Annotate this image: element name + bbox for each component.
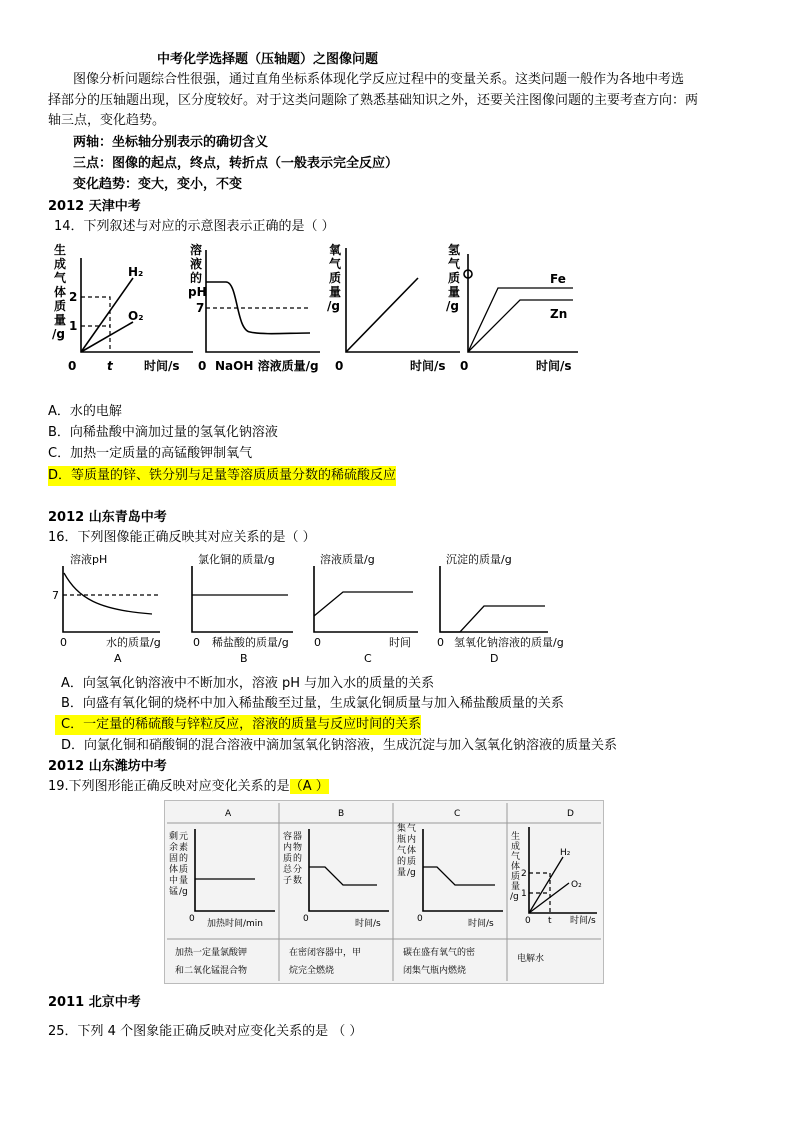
wf-c-xlabel: 时间/s <box>468 919 494 929</box>
qingdao-chart-a <box>52 552 161 665</box>
wf-c-yl-1: 气 <box>407 824 417 834</box>
wf-d-yl-1: 成 <box>511 842 521 852</box>
wf-d-origin: 0 <box>525 916 531 926</box>
chart-4-ylabel-1: 气 <box>448 257 461 271</box>
wf-d-yl-3: 体 <box>511 862 521 872</box>
chart-2-origin: 0 <box>198 359 207 373</box>
qingdao-chart-d <box>437 552 564 665</box>
chart-1-ylabel-0: 生 <box>54 243 67 257</box>
chart-2-xlabel: NaOH 溶液质量/g <box>215 359 319 373</box>
wf-b-axes <box>309 829 389 911</box>
wf-c-axes <box>423 829 503 911</box>
question-14: 14．下列叙述与对应的示意图表示正确的是（ ） <box>54 219 335 234</box>
question-16: 16．下列图像能正确反映其对应关系的是（ ） <box>48 530 316 545</box>
qd-chart-c-axes <box>314 566 418 632</box>
wf-b-yl-4: 质 <box>283 854 293 864</box>
qd-chart-d-xlabel: 氢氧化钠溶液的质量/g <box>454 636 564 649</box>
tianjin-chart-2 <box>188 242 320 373</box>
wf-b-yl-5: 的 <box>293 854 303 864</box>
wf-d-xlabel: 时间/s <box>570 916 596 926</box>
qd-chart-d-line <box>440 606 545 632</box>
wf-c-yl-0: 集 <box>397 824 407 834</box>
tianjin-figure <box>48 240 794 380</box>
q16-option-b: B．向盛有氧化铜的烧杯中加入稀盐酸至过量，生成氯化铜质量与加入稀盐酸质量的关系 <box>61 696 564 711</box>
chart-3-ylabel-1: 气 <box>329 257 342 271</box>
chart-3-origin: 0 <box>335 359 344 373</box>
tianjin-chart-1 <box>52 242 193 373</box>
qd-chart-a-xlabel: 水的质量/g <box>106 636 161 649</box>
chart-1-ylabel-6: /g <box>52 327 65 341</box>
intro-line-1: 图像分析问题综合性很强，通过直角坐标系体现化学反应过程中的变量关系。这类问题一般作为各地中考选 <box>73 72 685 87</box>
wf-b-yl-1: 器 <box>293 832 303 842</box>
section-heading-tianjin: 2012 天津中考 <box>48 199 141 214</box>
wf-c-yl-8: 量 <box>397 868 407 878</box>
qingdao-figure <box>48 548 608 670</box>
wf-c-yl-2: 瓶 <box>397 835 407 845</box>
question-19 <box>48 777 329 797</box>
chart-1-xtick-t: t <box>107 359 113 373</box>
chart-1-ytick-1: 1 <box>69 319 78 333</box>
qd-chart-d-letter: D <box>490 652 499 665</box>
chart-1-ylabel-4: 质 <box>54 299 67 313</box>
wf-c-yl-3: 内 <box>407 835 417 845</box>
chart-1-xlabel: 时间/s <box>144 359 180 373</box>
chart-2-ylabel-3: pH <box>188 285 207 299</box>
tianjin-chart-3 <box>327 242 460 373</box>
chart-4-ylabel-2: 质 <box>448 271 461 285</box>
wf-letter-d: D <box>567 809 574 819</box>
q14-option-c: C．加热一定质量的高锰酸钾制氧气 <box>48 446 253 461</box>
wf-a-yl-11: /g <box>179 887 188 897</box>
section-heading-weifang: 2012 山东潍坊中考 <box>48 759 167 774</box>
wf-b-yl-2: 内 <box>283 843 293 853</box>
wf-d-series-o2: O₂ <box>571 880 582 890</box>
qd-chart-d-origin: 0 <box>437 636 444 649</box>
qingdao-chart-c <box>314 552 418 665</box>
wf-d-yl-2: 气 <box>511 852 521 862</box>
wf-a-yl-8: 中 <box>169 876 179 886</box>
wf-letter-b: B <box>338 809 345 819</box>
wf-caption-c-1: 碳在盛有氧气的密 <box>403 948 476 958</box>
wf-b-yl-9: 数 <box>293 876 303 886</box>
wf-b-yl-7: 分 <box>293 865 303 875</box>
wf-d-axes <box>529 827 597 913</box>
wf-chart-a <box>169 829 275 929</box>
wf-b-line <box>309 867 377 885</box>
chart-4-ylabel-0: 氢 <box>448 243 461 257</box>
qd-chart-c-xlabel: 时间 <box>389 636 411 649</box>
chart-2-ylabel-0: 溶 <box>190 243 203 257</box>
q14-option-b: B．向稀盐酸中滴加过量的氢氧化钠溶液 <box>48 425 278 440</box>
wf-b-xlabel: 时间/s <box>355 919 381 929</box>
wf-caption-b-1: 在密闭容器中，甲 <box>289 948 362 958</box>
chart-3-ylabel-2: 质 <box>329 271 342 285</box>
chart-1-ytick-2: 2 <box>69 290 78 304</box>
wf-b-yl-6: 总 <box>283 865 293 875</box>
wf-a-yl-3: 素 <box>179 843 189 853</box>
q14-option-d-highlighted: D．等质量的锌、铁分别与足量等溶质质量分数的稀硫酸反应 <box>48 466 396 486</box>
chart-3-ylabel-0: 氧 <box>329 243 342 257</box>
chart-4-ylabel-3: 量 <box>448 285 461 299</box>
wf-a-axes <box>195 829 275 911</box>
qd-chart-c-letter: C <box>364 652 372 665</box>
chart-4-series-fe: Fe <box>550 272 566 286</box>
key-point-trend: 变化趋势：变大，变小，不变 <box>73 177 243 192</box>
qingdao-chart-b <box>192 552 293 665</box>
tianjin-chart-4 <box>446 242 578 373</box>
wf-a-yl-10: 锰 <box>169 887 179 897</box>
wf-a-yl-9: 量 <box>179 876 189 886</box>
qd-chart-b-axes <box>192 566 293 632</box>
chart-4-series-zn: Zn <box>550 307 568 321</box>
qd-chart-a-letter: A <box>114 652 122 665</box>
chart-3-xlabel: 时间/s <box>410 359 446 373</box>
chart-2-ylabel-2: 的 <box>190 271 203 285</box>
page-title: 中考化学选择题（压轴题）之图像问题 <box>157 52 379 67</box>
wf-caption-b-2: 烷完全燃烧 <box>289 966 335 976</box>
qd-chart-c-ylabel: 溶液质量/g <box>320 553 375 566</box>
wf-d-line-h2 <box>529 857 563 913</box>
wf-d-series-h2: H₂ <box>560 848 571 858</box>
wf-caption-a-2: 和二氧化锰混合物 <box>175 966 248 976</box>
chart-4-xlabel: 时间/s <box>536 359 572 373</box>
wf-a-yl-4: 固 <box>169 854 179 864</box>
chart-2-axes <box>206 250 320 352</box>
wf-a-xlabel: 加热时间/min <box>207 919 264 929</box>
qd-chart-a-curve <box>64 573 152 614</box>
intro-line-2: 择部分的压轴题出现，区分度较好。对于这类问题除了熟悉基础知识之外，还要关注图像问题的主要考查方向：两 <box>48 93 699 108</box>
wf-caption-d-1: 电解水 <box>517 954 545 964</box>
wf-b-yl-0: 容 <box>283 832 293 842</box>
chart-1-ylabel-3: 体 <box>54 285 67 299</box>
qd-chart-a-origin: 0 <box>60 636 67 649</box>
qd-chart-a-ytick-7: 7 <box>52 589 59 602</box>
wf-a-yl-0: 剩 <box>169 832 179 842</box>
qd-chart-a-axes <box>63 566 160 632</box>
wf-a-yl-1: 元 <box>179 832 189 842</box>
wf-d-line-o2 <box>529 883 569 913</box>
chart-4-axes <box>468 254 578 352</box>
wf-chart-d <box>510 827 597 926</box>
wf-d-yl-4: 质 <box>511 872 521 882</box>
wf-b-yl-3: 物 <box>293 843 303 853</box>
wf-a-yl-2: 余 <box>169 843 179 853</box>
chart-3-ylabel-3: 量 <box>329 285 342 299</box>
wf-c-yl-4: 气 <box>397 846 407 856</box>
chart-3-axes <box>346 248 460 352</box>
wf-d-yl-5: 量 <box>511 882 521 892</box>
chart-4-ylabel-4: /g <box>446 299 459 313</box>
wf-c-yl-5: 体 <box>407 846 417 856</box>
chart-1-ylabel-2: 气 <box>54 271 67 285</box>
q16-option-d: D．向氯化铜和硝酸铜的混合溶液中滴加氢氧化钠溶液，生成沉淀与加入氢氧化钠溶液的质量关系 <box>61 738 618 753</box>
chart-1-series-h2: H₂ <box>128 265 144 279</box>
chart-2-ytick-7: 7 <box>196 301 205 315</box>
qd-chart-b-xlabel: 稀盐酸的质量/g <box>212 636 289 649</box>
key-point-axes: 两轴：坐标轴分别表示的确切含义 <box>73 135 269 150</box>
wf-c-yl-7: 质 <box>407 857 417 867</box>
chart-1-ylabel-5: 量 <box>54 313 67 327</box>
qd-chart-b-origin: 0 <box>193 636 200 649</box>
q16-option-c-highlighted: C．一定量的稀硫酸与锌粒反应，溶液的质量与反应时间的关系 <box>55 715 421 735</box>
wf-a-yl-7: 质 <box>179 865 189 875</box>
chart-3-line <box>346 278 418 352</box>
wf-a-yl-5: 的 <box>179 854 189 864</box>
wf-chart-b <box>283 829 389 929</box>
wf-caption-c-2: 闭集气瓶内燃烧 <box>403 966 467 976</box>
qd-chart-b-ylabel: 氯化铜的质量/g <box>198 553 275 566</box>
qd-chart-b-letter: B <box>240 652 248 665</box>
wf-d-xtick-t: t <box>548 916 552 926</box>
question-19-text: 19.下列图形能正确反映对应变化关系的是 <box>48 779 290 794</box>
wf-d-yl-0: 生 <box>511 832 521 842</box>
wf-captions <box>175 946 544 976</box>
wf-c-yl-6: 的 <box>397 857 407 867</box>
q16-option-a: A．向氢氧化钠溶液中不断加水，溶液 pH 与加入水的质量的关系 <box>61 676 435 691</box>
question-19-answer: （A ） <box>289 779 329 794</box>
chart-2-ylabel-1: 液 <box>190 257 203 271</box>
question-25: 25．下列 4 个图象能正确反映对应变化关系的是 （ ） <box>48 1024 363 1039</box>
qd-chart-c-line <box>314 592 413 616</box>
wf-b-yl-8: 子 <box>283 876 293 886</box>
section-heading-beijing: 2011 北京中考 <box>48 995 141 1010</box>
wf-letter-a: A <box>225 809 232 819</box>
wf-c-origin: 0 <box>417 914 423 924</box>
chart-1-ylabel-1: 成 <box>54 257 67 271</box>
wf-chart-c <box>397 822 503 929</box>
chart-3-ylabel-4: /g <box>327 299 340 313</box>
wf-d-ytick-1: 1 <box>521 889 527 899</box>
chart-4-origin: 0 <box>460 359 469 373</box>
key-point-three-points: 三点：图像的起点，终点，转折点（一般表示完全反应） <box>73 156 399 171</box>
wf-d-yl-6: /g <box>510 892 519 902</box>
wf-a-origin: 0 <box>189 914 195 924</box>
chart-1-series-o2: O₂ <box>128 309 144 323</box>
chart-1-origin: 0 <box>68 359 77 373</box>
wf-d-ytick-2: 2 <box>521 869 527 879</box>
section-heading-qingdao: 2012 山东青岛中考 <box>48 510 167 525</box>
q14-option-a: A．水的电解 <box>48 404 122 419</box>
wf-a-yl-6: 体 <box>169 865 179 875</box>
qd-chart-d-ylabel: 沉淀的质量/g <box>446 553 512 566</box>
chart-1-line-h2 <box>81 278 133 352</box>
qd-chart-a-ylabel: 溶液pH <box>70 553 108 566</box>
qd-chart-d-axes <box>440 566 548 632</box>
wf-caption-a-1: 加热一定量氯酸钾 <box>175 948 248 958</box>
intro-line-3: 轴三点，变化趋势。 <box>48 113 166 128</box>
wf-letter-c: C <box>454 809 461 819</box>
wf-b-origin: 0 <box>303 914 309 924</box>
wf-c-line <box>423 867 495 885</box>
wf-c-yl-9: /g <box>407 868 416 878</box>
weifang-figure <box>164 800 604 984</box>
qd-chart-c-origin: 0 <box>314 636 321 649</box>
